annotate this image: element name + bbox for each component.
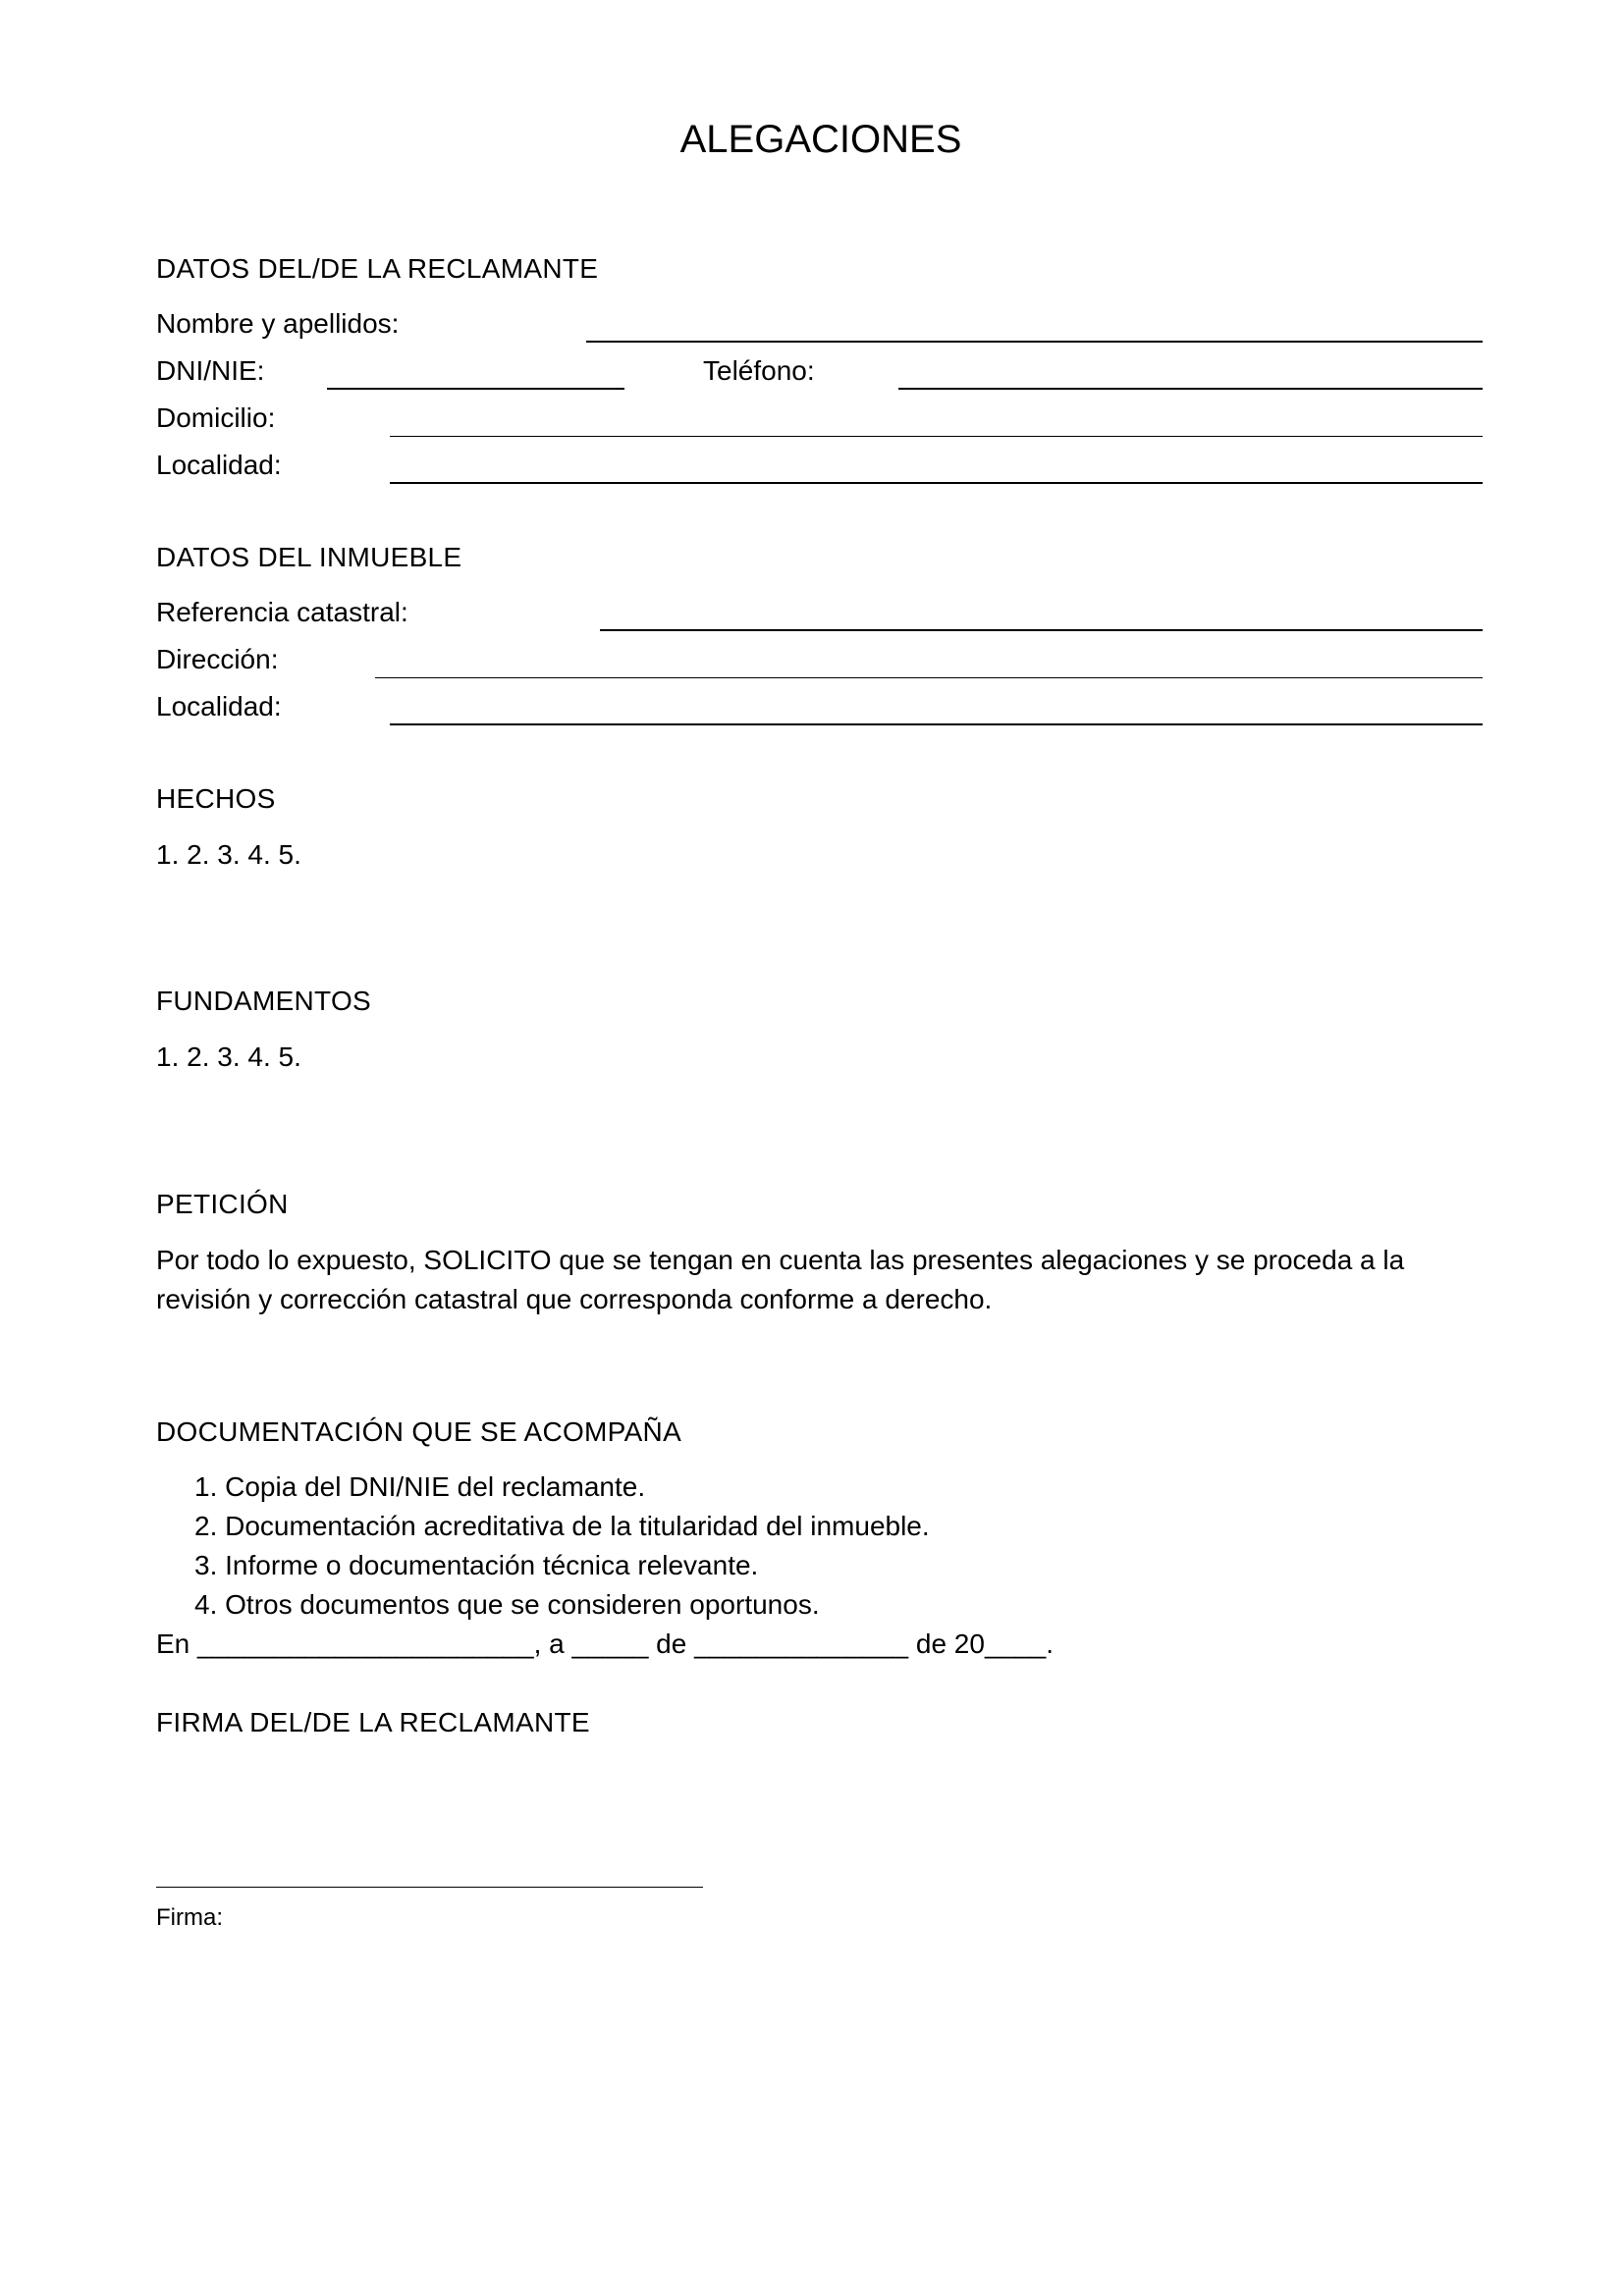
telefono-label: Teléfono: <box>703 355 815 386</box>
telefono-field[interactable] <box>898 388 1483 390</box>
direccion-label: Dirección: <box>156 644 279 674</box>
firma-heading: FIRMA DEL/DE LA RECLAMANTE <box>156 1707 590 1737</box>
inmueble-localidad-field[interactable] <box>390 723 1483 725</box>
peticion-line-2: revisión y corrección catastral que corresponda conforme a derecho. <box>156 1284 993 1314</box>
peticion-heading: PETICIÓN <box>156 1189 289 1219</box>
fundamentos-items: 1. 2. 3. 4. 5. <box>156 1041 301 1072</box>
lugar-fecha: En ______________________, a _____ de ______________ de 20____. <box>156 1629 1055 1659</box>
hechos-heading: HECHOS <box>156 783 276 814</box>
referencia-field[interactable] <box>600 629 1483 631</box>
firma-label: Firma: <box>156 1904 223 1931</box>
inmueble-localidad-label: Localidad: <box>156 691 282 721</box>
nombre-field[interactable] <box>586 341 1483 343</box>
documentacion-item: 2. Documentación acreditativa de la titularidad del inmueble. <box>194 1511 930 1541</box>
referencia-label: Referencia catastral: <box>156 597 408 627</box>
inmueble-heading: DATOS DEL INMUEBLE <box>156 542 462 572</box>
localidad-label: Localidad: <box>156 450 282 480</box>
localidad-field[interactable] <box>390 482 1483 484</box>
dni-label: DNI/NIE: <box>156 355 265 386</box>
peticion-line-1: Por todo lo expuesto, SOLICITO que se tengan en cuenta las presentes alegaciones y se proceda a la <box>156 1245 1405 1275</box>
documentacion-item: 1. Copia del DNI/NIE del reclamante. <box>194 1471 646 1502</box>
documentacion-heading: DOCUMENTACIÓN QUE SE ACOMPAÑA <box>156 1416 682 1447</box>
dni-field[interactable] <box>327 388 624 390</box>
nombre-label: Nombre y apellidos: <box>156 308 400 339</box>
document-title: ALEGACIONES <box>679 118 962 161</box>
documentacion-item: 4. Otros documentos que se consideren oportunos. <box>194 1589 820 1620</box>
fundamentos-heading: FUNDAMENTOS <box>156 986 372 1016</box>
domicilio-field[interactable] <box>390 436 1483 437</box>
direccion-field[interactable] <box>375 677 1483 678</box>
reclamante-heading: DATOS DEL/DE LA RECLAMANTE <box>156 253 599 284</box>
domicilio-label: Domicilio: <box>156 402 276 433</box>
documentacion-item: 3. Informe o documentación técnica relevante. <box>194 1550 759 1580</box>
hechos-items: 1. 2. 3. 4. 5. <box>156 839 301 870</box>
signature-line[interactable] <box>156 1887 703 1888</box>
